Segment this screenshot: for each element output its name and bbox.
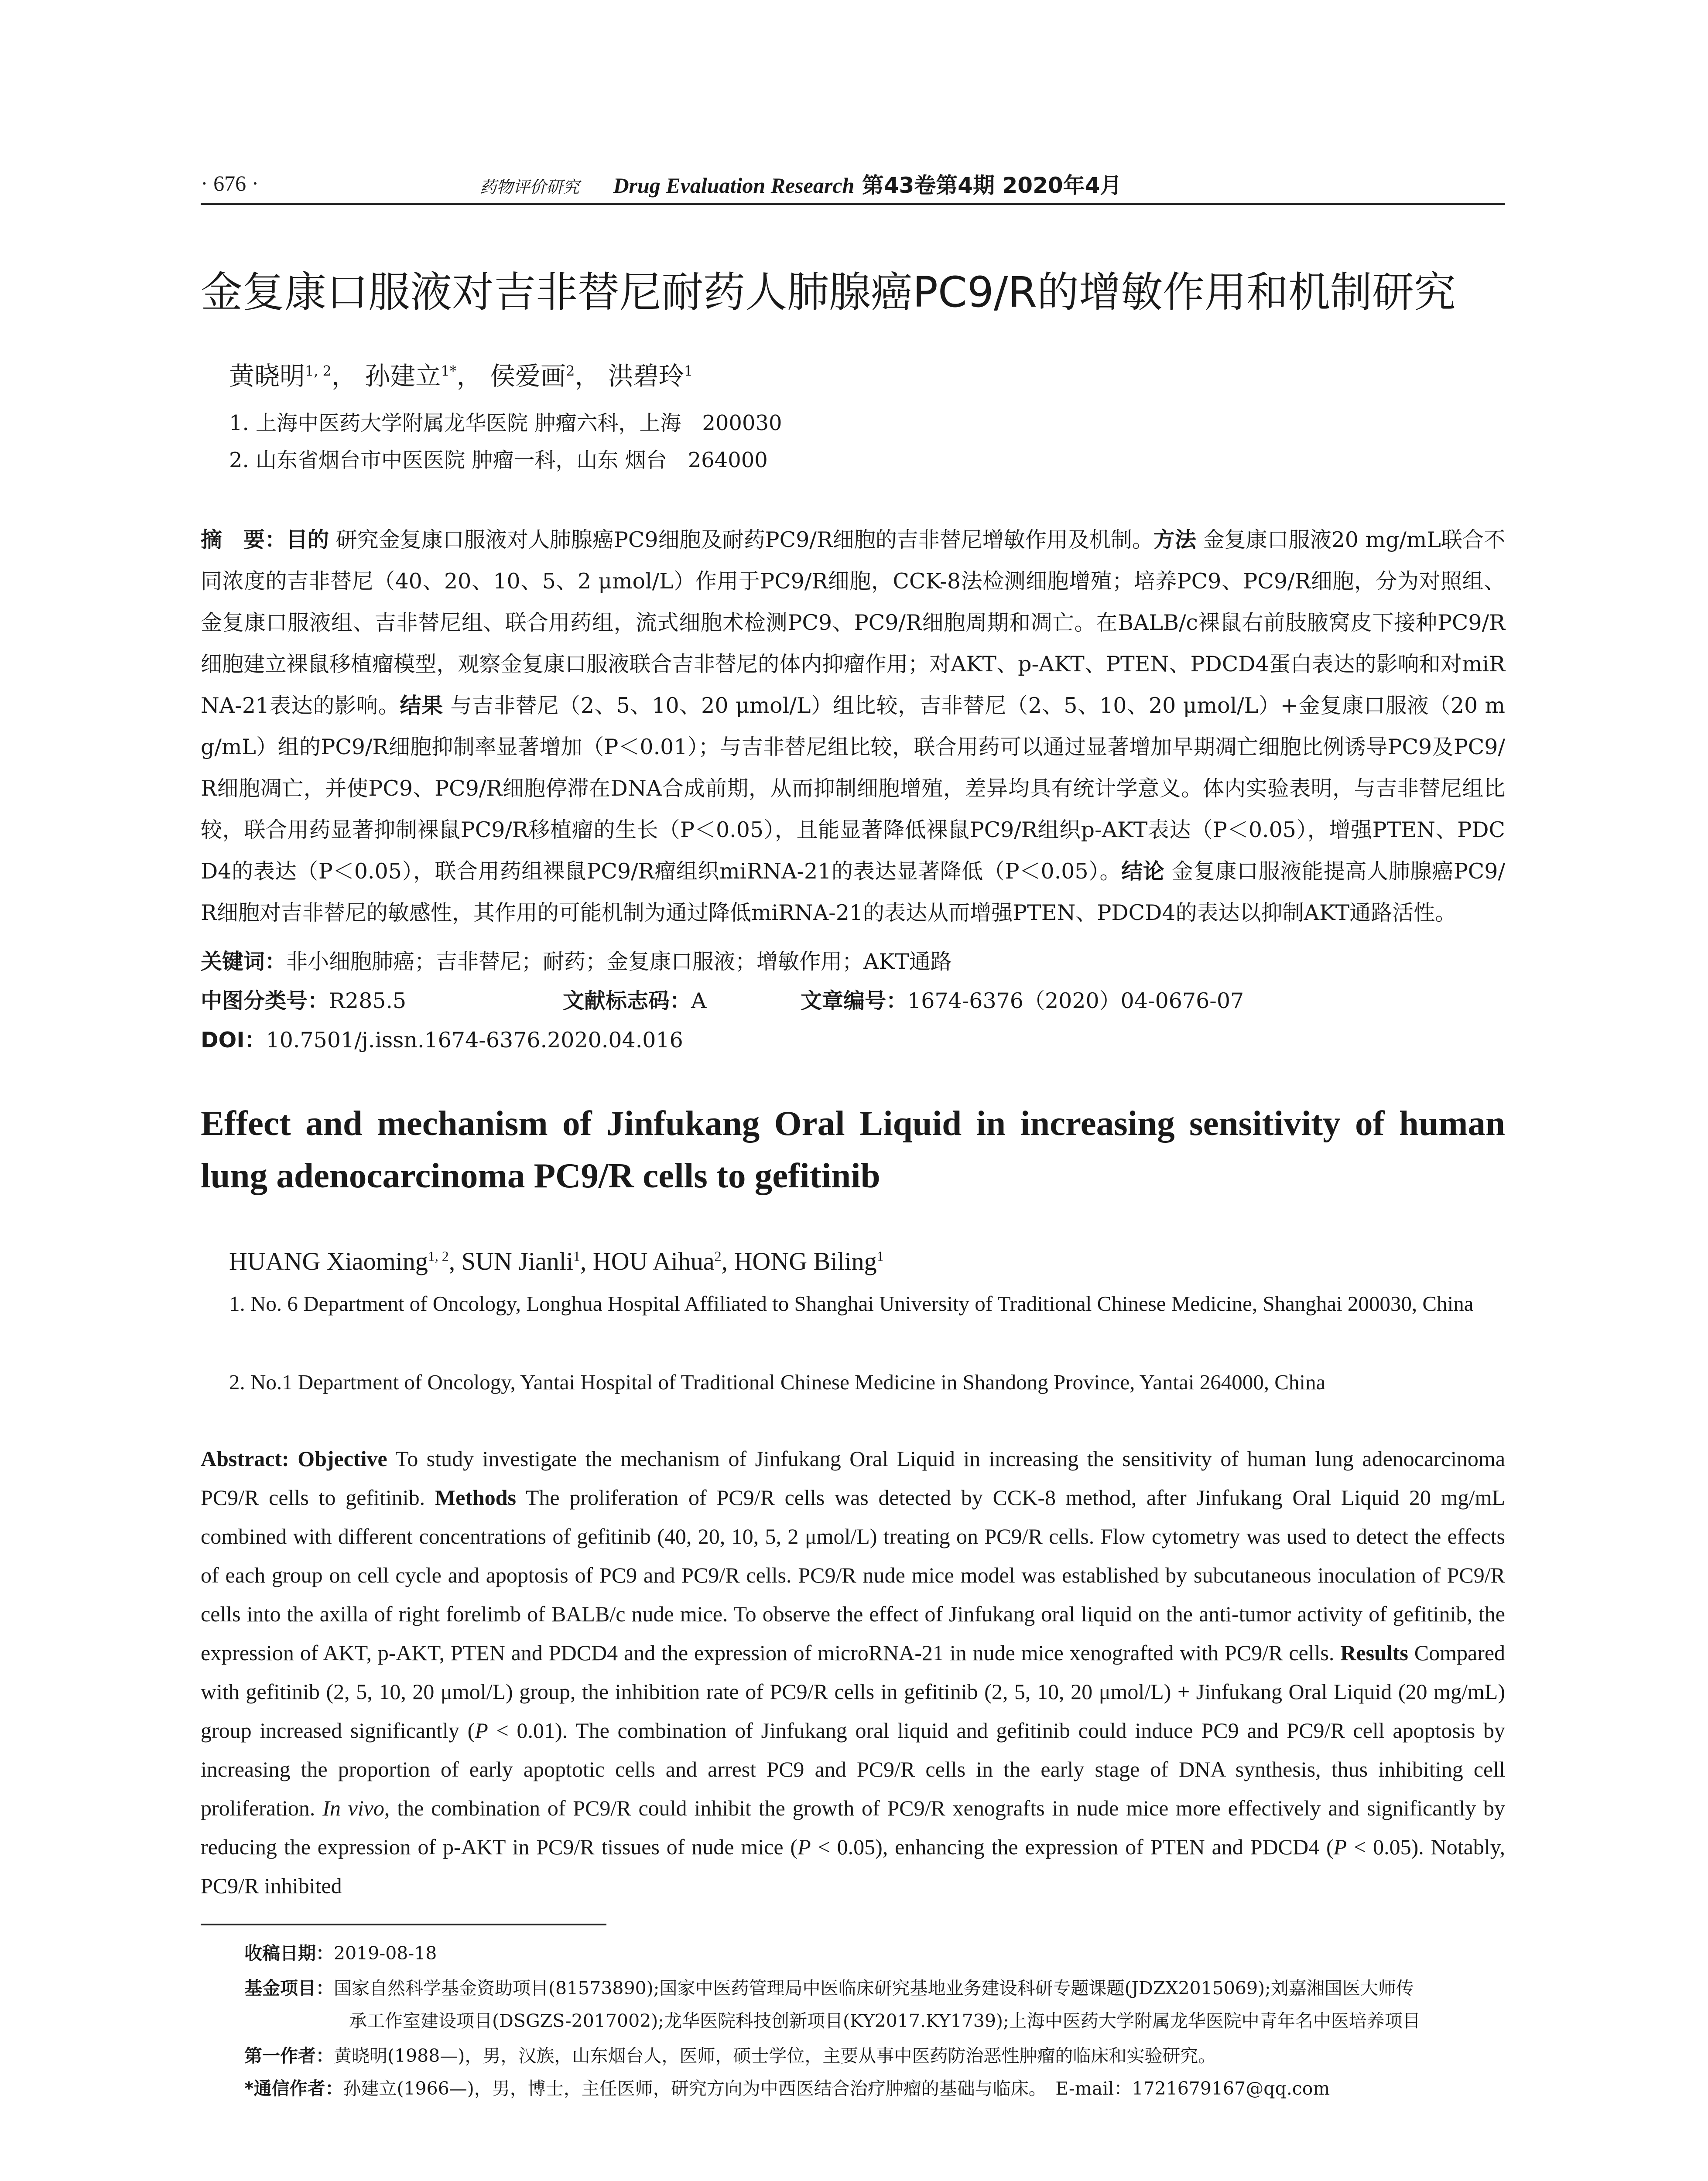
doc-code-value: A [691,988,707,1013]
footnote-corresponding [244,2074,1330,2103]
author-separator: ， [456,361,482,391]
author-list-en [229,1243,884,1280]
article-number-value: 1674-6376（2020）04-0676-07 [907,988,1244,1013]
author-affiliation-mark: 1, 2 [305,362,332,379]
first-author-label: 第一作者： [244,2045,334,2066]
objective-text: 研究金复康口服液对人肺腺癌PC9细胞及耐药PC9/R细胞的吉非替尼增敏作用及机制。 [335,527,1153,552]
keywords-cn [201,944,952,979]
author-affiliation-mark: 1 [684,362,693,379]
clc-label: 中图分类号： [201,988,329,1013]
article-number-label: 文章编号： [801,988,908,1013]
author-affiliation-mark: 2 [714,1248,722,1264]
results-en-text: < 0.05), enhancing the expression of PTEN and PDCD4 ( [811,1835,1334,1859]
author-name: SUN Jianli [461,1247,573,1275]
author-name: 孙建立 [365,361,441,391]
results-label: 结果 [400,693,444,718]
author-name: 洪碧玲 [608,361,684,391]
affiliation-cn-2: 2. 山东省烟台市中医医院 肿瘤一科，山东 烟台 264000 [229,448,768,472]
funding-text: 国家自然科学基金资助项目(81573890);国家中医药管理局中医临床研究基地业务建设科研专题课题(JDZX2015069);刘嘉湘国医大师传 [334,1978,1414,1999]
doi-value: 10.7501/j.issn.1674-6376.2020.04.016 [266,1028,683,1053]
author-name: 侯爱画 [490,361,566,391]
results-text: 与吉非替尼（2、5、10、20 μmol/L）组比较，吉非替尼（2、5、10、20 μmol/L）+金复康口服液（20 mg/mL）组的PC9/R细胞抑制率显著增加（P＜0.01）；与吉非替尼组比较，联合用药可以通过显著增加早期凋亡细胞比例诱导PC9及PC9/R细胞凋亡，并使PC9、PC9/R细胞停滞在DNA合成前期，从而抑制细胞增殖，差异均具有统计学意义。体内实验表明，与吉非替尼组比较，联合用药显著抑制裸鼠PC9/R移植瘤的生长（P＜0.05），且能显著降低裸鼠PC9/R组织p-AKT表达（P＜0.05），增强PTEN、PDCD4的表达（P＜0.05），联合用药组裸鼠PC9/R瘤组织miRNA-21的表达显著降低（P＜0.05）。 [201,693,1505,884]
results-en-label: Results [1340,1641,1408,1665]
methods-text: 金复康口服液20 mg/mL联合不同浓度的吉非替尼（40、20、10、5、2 μmol/L）作用于PC9/R细胞，CCK-8法检测细胞增殖；培养PC9、PC9/R细胞，分为对照组、金复康口服液组、吉非替尼组、联合用药组，流式细胞术检测PC9、PC9/R细胞周期和凋亡。在BALB/c裸鼠右前肢腋窝皮下接种PC9/R细胞建立裸鼠移植瘤模型，观察金复康口服液联合吉非替尼的体内抑瘤作用；对AKT、p-AKT、PTEN、PDCD4蛋白表达的影响和对miRNA-21表达的影响。 [201,527,1505,718]
methods-label: 方法 [1153,527,1196,552]
abstract-cn [201,519,1505,933]
objective-en-label: Objective [298,1446,387,1471]
footnote-first-author [244,2041,1216,2070]
journal-cn-logo: 药物评价研究 [480,178,580,197]
abstract-en [201,1439,1505,1905]
methods-en-label: Methods [435,1485,516,1510]
affiliation-cn-1: 1. 上海中医药大学附属龙华医院 肿瘤六科，上海 200030 [229,411,782,435]
p-value-symbol: P [798,1835,811,1859]
received-date: 2019-08-18 [334,1943,437,1964]
first-author-text: 黄晓明(1988—)，男，汉族，山东烟台人，医师，硕士学位，主要从事中医药防治恶性肿瘤的临床和实验研究。 [334,2045,1216,2066]
footnote-received [244,1939,437,1968]
journal-issue: 第43卷第4期 2020年4月 [862,173,1122,198]
results-en-text: < 0.05). Notably, PC9/R inhibited [201,1835,1506,1898]
author-affiliation-mark: 1 [876,1248,884,1264]
doi-label: DOI： [201,1028,266,1053]
doc-code-line [563,984,706,1019]
corresponding-label: *通信作者： [244,2078,343,2099]
footnote-divider [201,1924,606,1925]
doi-line [201,1023,683,1058]
footnote-funding [244,1974,1414,2003]
author-affiliation-mark: 2 [566,362,575,379]
author-name: HOU Aihua [592,1247,715,1275]
author-name: HONG Biling [734,1247,877,1275]
article-title-cn: 金复康口服液对吉非替尼耐药人肺腺癌PC9/R的增敏作用和机制研究 [201,268,1456,317]
abstract-cn-label: 摘 要： [201,527,287,552]
objective-en-text: To study investigate the mechanism of Jinfukang Oral Liquid in increasing the sensitivity of human lung adenocarcinoma PC9/R cells to gefitinib. [201,1446,1506,1510]
conclusion-label: 结论 [1121,859,1165,884]
conclusion-text: 金复康口服液能提高人肺腺癌PC9/R细胞对吉非替尼的敏感性，其作用的可能机制为通过降低miRNA-21的表达从而增强PTEN、PDCD4的表达以抑制AKT通路活性。 [201,859,1505,925]
author-affiliation-mark: 1, 2 [428,1248,449,1264]
footnote-funding-cont: 承工作室建设项目(DSGZS-2017002);龙华医院科技创新项目(KY2017.KY1739);上海中医药大学附属龙华医院中青年名中医培养项目 [349,2010,1420,2031]
corresponding-text: 孙建立(1966—)，男，博士，主任医师，研究方向为中西医结合治疗肿瘤的基础与临床。 E-mail：1721679167@qq.com [343,2078,1330,2099]
author-separator: , [448,1247,462,1275]
p-value-symbol: P [1333,1835,1347,1859]
affiliation-en-1: 1. No. 6 Department of Oncology, Longhua Hospital Affiliated to Shanghai University of Traditional Chinese Medicine, Shanghai 200030, China [229,1292,1474,1316]
clc-value: R285.5 [329,988,407,1013]
p-value-symbol: P [475,1718,488,1743]
in-vivo-term: In vivo [322,1796,384,1820]
author-separator: ， [331,361,357,391]
received-label: 收稿日期： [244,1943,334,1964]
journal-en-name: Drug Evaluation Research [613,173,855,198]
results-en-text: , the combination of PC9/R could inhibit the growth of PC9/R xenografts in nude mice more effectively and significantly by reducing the expression of p-AKT in PC9/R tissues of nude mice ( [201,1796,1505,1859]
results-en-text: < 0.01). The combination of Jinfukang oral liquid and gefitinib could induce PC9 and PC9/R cell apoptosis by increasing the proportion of early apoptotic cells and arrest PC9 and PC9/R cells in the early stage of DNA synthesis, thus inhibiting cell proliferation. [201,1718,1505,1820]
objective-label: 目的 [286,527,329,552]
keywords-label: 关键词： [201,949,287,974]
page-number: · 676 · [201,171,259,195]
author-separator: ， [575,361,600,391]
doc-code-label: 文献标志码： [563,988,691,1013]
classification-line [201,984,406,1019]
author-list-cn [229,358,693,394]
keywords-text: 非小细胞肺癌；吉非替尼；耐药；金复康口服液；增敏作用；AKT通路 [286,949,952,974]
author-separator: , [721,1247,734,1275]
author-affiliation-mark: 1 [573,1248,580,1264]
article-title-en: Effect and mechanism of Jinfukang Oral Liquid in increasing sensitivity of human lung adenocarcinoma PC9/R cells to gefitinib [201,1104,1505,1195]
funding-label: 基金项目： [244,1978,334,1999]
abstract-en-label: Abstract: [201,1446,289,1471]
results-en-text: Compared with gefitinib (2, 5, 10, 20 μmol/L) group, the inhibition rate of PC9/R cells in gefitinib (2, 5, 10, 20 μmol/L) + Jinfukang Oral Liquid (20 mg/mL) group increased significantly ( [201,1641,1506,1743]
affiliation-en-2: 2. No.1 Department of Oncology, Yantai Hospital of Traditional Chinese Medicine in Shandong Province, Yantai 264000, China [229,1370,1326,1394]
journal-info [480,168,1396,199]
article-number-line [801,984,1244,1019]
running-header [201,168,1505,205]
methods-en-text: The proliferation of PC9/R cells was detected by CCK-8 method, after Jinfukang Oral Liquid 20 mg/mL combined with different concentrations of gefitinib (40, 20, 10, 5, 2 μmol/L) treating on PC9/R cells. Flow cytometry was used to detect the effects of each group on cell cycle and apoptosis of PC9 and PC9/R cells. PC9/R nude mice model was established by subcutaneous inoculation of PC9/R cells into the axilla of right forelimb of BALB/c nude mice. To observe the effect of Jinfukang oral liquid on the anti-tumor activity of gefitinib, the expression of AKT, p-AKT, PTEN and PDCD4 and the expression of microRNA-21 in nude mice xenografted with PC9/R cells. [201,1485,1505,1665]
author-affiliation-mark: 1* [441,362,457,379]
author-name: HUANG Xiaoming [229,1247,428,1275]
author-name: 黄晓明 [229,361,305,391]
author-separator: , [580,1247,593,1275]
